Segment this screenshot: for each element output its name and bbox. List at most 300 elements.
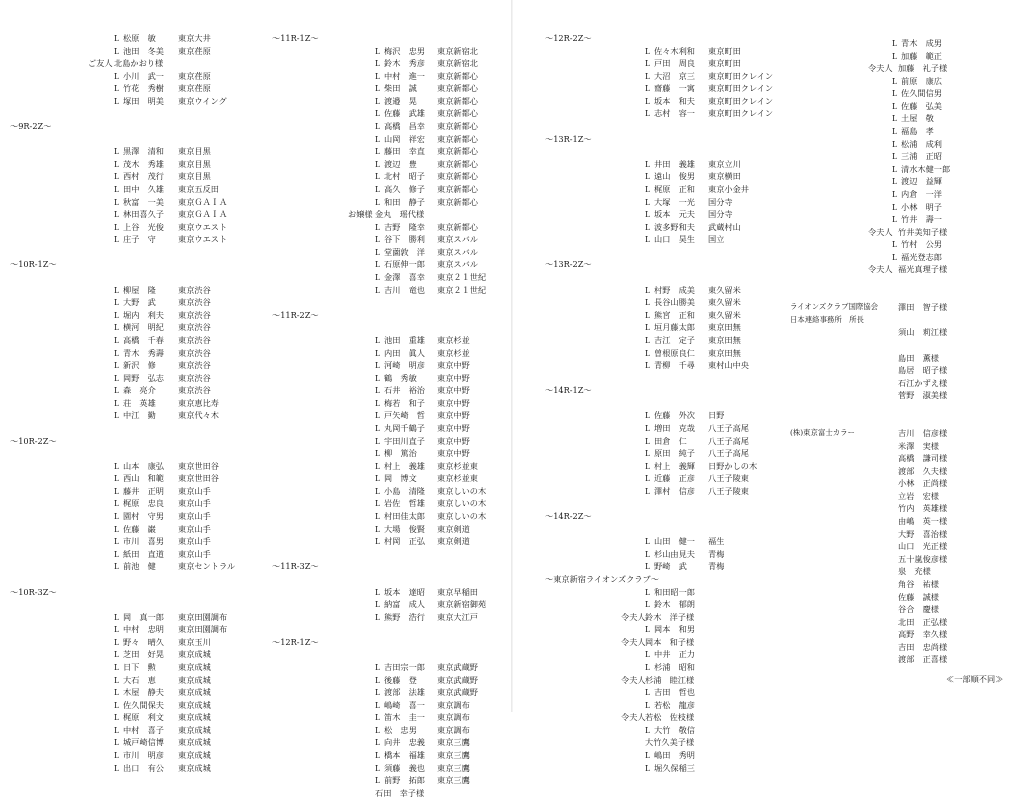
guest-name: 若松 佐枝様 [645, 712, 695, 722]
zone-heading: ～11R-1Z～ [272, 33, 319, 43]
guest-name: 福光真理子様 [898, 264, 948, 274]
member-name: 高久 修子 [384, 184, 425, 194]
lion-mark: L [375, 71, 381, 81]
lion-mark: L [645, 599, 651, 609]
lion-mark: L [892, 126, 898, 136]
member-name: 大竹 敬信 [654, 725, 695, 735]
club-name: 東京中野 [437, 398, 470, 408]
member-entry [272, 285, 512, 295]
member-name: 岡 真一郎 [123, 612, 164, 622]
member-name: 河崎 明彦 [384, 360, 425, 370]
club-name: 東京荏原 [178, 83, 211, 93]
lion-mark: L [114, 33, 120, 43]
member-entry [272, 46, 512, 56]
member-name: 波多野和夫 [654, 222, 695, 232]
member-name: 佐藤 武雄 [384, 108, 425, 118]
lion-mark: L [375, 259, 381, 269]
member-name: 青木 秀壽 [123, 348, 164, 358]
club-name: 東京成城 [178, 763, 211, 773]
member-name: 中村 忠明 [123, 624, 164, 634]
club-name: 東京中野 [437, 448, 470, 458]
club-name: 東京三鷹 [437, 763, 470, 773]
member-entry [272, 197, 512, 207]
club-name: 東京杉並東 [437, 461, 478, 471]
club-name: 東京玉川 [178, 637, 211, 647]
member-name: 上谷 光俊 [123, 222, 164, 232]
lion-mark: L [114, 687, 120, 697]
lion-mark: L [375, 423, 381, 433]
guest-entry [272, 209, 512, 219]
member-name: 柳 篤治 [384, 448, 417, 458]
lion-mark: L [645, 197, 651, 207]
guest-name: 角谷 祐様 [898, 579, 939, 589]
club-name: 東京町田 [708, 46, 741, 56]
member-name: 横河 明紀 [123, 322, 164, 332]
lion-mark: L [375, 234, 381, 244]
lion-mark: L [645, 750, 651, 760]
lion-mark: L [375, 134, 381, 144]
member-name: 戸田 周良 [654, 58, 695, 68]
member-entry [272, 486, 512, 496]
member-entry [10, 675, 250, 685]
member-name: 井田 義雄 [654, 159, 695, 169]
guest-name: 島居 昭子様 [898, 365, 948, 375]
lion-mark: L [114, 486, 120, 496]
member-entry [272, 348, 512, 358]
member-name: 納富 成人 [384, 599, 425, 609]
member-entry [272, 398, 512, 408]
member-entry [545, 750, 785, 760]
member-entry [272, 498, 512, 508]
member-name: 山田 健一 [654, 536, 695, 546]
member-name: 嶋崎 喜一 [384, 700, 425, 710]
member-entry [545, 71, 785, 81]
member-entry [545, 587, 785, 597]
lion-mark: L [375, 410, 381, 420]
member-entry [545, 624, 785, 634]
member-entry [10, 725, 250, 735]
lion-mark: L [645, 448, 651, 458]
lion-mark: L [114, 725, 120, 735]
member-entry [10, 624, 250, 634]
lion-mark: L [375, 536, 381, 546]
member-name: 中井 正力 [654, 649, 695, 659]
member-name: 岡本 和男 [654, 624, 695, 634]
member-entry [790, 214, 1024, 224]
guest-role: 令夫人 [621, 637, 646, 647]
member-name: 長谷山勝美 [654, 297, 695, 307]
lion-mark: L [645, 360, 651, 370]
guest-entry [790, 642, 1024, 652]
zone-heading: ～10R-1Z～ [10, 259, 57, 269]
lion-mark: L [375, 247, 381, 257]
club-name: 東京町田クレイン [708, 83, 774, 93]
member-name: 小林 明子 [901, 202, 942, 212]
guest-name: 石田 幸子様 [375, 788, 425, 798]
member-entry [272, 662, 512, 672]
member-entry [545, 360, 785, 370]
member-name: 高橋 千春 [123, 335, 164, 345]
member-name: 塚田 明美 [123, 96, 164, 106]
member-name: 田倉 仁 [654, 436, 687, 446]
member-entry [10, 712, 250, 722]
club-name: 東京成城 [178, 750, 211, 760]
lion-mark: L [114, 662, 120, 672]
lion-mark: L [645, 410, 651, 420]
footer-note: ≪一部順不同≫ [946, 674, 1004, 684]
member-entry [272, 373, 512, 383]
member-name: 竹村 公男 [901, 239, 942, 249]
member-entry [790, 139, 1024, 149]
member-entry [790, 101, 1024, 111]
member-name: 堀内 利夫 [123, 310, 164, 320]
lion-mark: L [892, 139, 898, 149]
member-entry [545, 473, 785, 483]
club-name: 東京成城 [178, 662, 211, 672]
zone-heading: ～14R-1Z～ [545, 385, 592, 395]
lion-mark: L [375, 285, 381, 295]
lion-mark: L [375, 675, 381, 685]
member-name: 吉江 定子 [654, 335, 695, 345]
member-entry [272, 473, 512, 483]
club-name: 東京成城 [178, 649, 211, 659]
lion-mark: L [375, 184, 381, 194]
member-entry [790, 189, 1024, 199]
member-entry [10, 209, 250, 219]
club-name: 東京新都心 [437, 159, 478, 169]
member-entry [545, 486, 785, 496]
lion-mark: L [645, 335, 651, 345]
guest-name: 渡部 正喜様 [898, 654, 948, 664]
member-entry [272, 511, 512, 521]
org-entry [790, 428, 1024, 438]
club-name: 東京スバル [437, 247, 478, 257]
lion-mark: L [114, 222, 120, 232]
member-name: 柳屋 隆 [123, 285, 156, 295]
club-name: 東京杉並 [437, 348, 470, 358]
member-entry [10, 285, 250, 295]
club-name: 八王子高尾 [708, 436, 749, 446]
member-entry [10, 83, 250, 93]
member-entry [545, 549, 785, 559]
club-name: 八王子陵東 [708, 486, 749, 496]
lion-mark: L [645, 159, 651, 169]
zone-heading: ～12R-2Z～ [545, 33, 592, 43]
member-name: 前原 康広 [901, 76, 942, 86]
guest-entry [545, 612, 785, 622]
member-name: 大塚 一光 [654, 197, 695, 207]
lion-mark: L [645, 234, 651, 244]
guest-name: 谷合 慶様 [898, 604, 939, 614]
lion-mark: L [114, 737, 120, 747]
guest-entry [790, 592, 1024, 602]
member-name: 和田昭一郎 [654, 587, 695, 597]
member-name: 柴田 誠 [384, 83, 417, 93]
member-name: 梶原 忠良 [123, 498, 164, 508]
member-name: 熊宮 正和 [654, 310, 695, 320]
club-name: 東京目黒 [178, 146, 211, 156]
club-name: 東京代々木 [178, 410, 219, 420]
lion-mark: L [114, 197, 120, 207]
guest-entry [790, 617, 1024, 627]
member-name: 竹花 秀樹 [123, 83, 164, 93]
member-entry [545, 310, 785, 320]
member-name: 福島 孝 [901, 126, 934, 136]
member-entry [10, 536, 250, 546]
club-name: 東京渋谷 [178, 310, 211, 320]
club-name: 日野 [708, 410, 725, 420]
member-name: 熊野 浩行 [384, 612, 425, 622]
club-name: 東京小金井 [708, 184, 749, 194]
lion-mark: L [114, 637, 120, 647]
lion-mark: L [375, 222, 381, 232]
guest-entry [790, 378, 1024, 388]
guest-entry [10, 58, 250, 68]
member-entry [272, 423, 512, 433]
lion-mark: L [892, 101, 898, 111]
member-entry [272, 134, 512, 144]
member-name: 梶原 利文 [123, 712, 164, 722]
guest-role: 令夫人 [868, 227, 893, 237]
club-name: 東京新宿北 [437, 46, 478, 56]
guest-name: 吉田 忠尚様 [898, 642, 948, 652]
member-entry [272, 750, 512, 760]
member-entry [272, 687, 512, 697]
member-entry [272, 184, 512, 194]
member-name: 小島 清隆 [384, 486, 425, 496]
lion-mark: L [645, 700, 651, 710]
lion-mark: L [645, 71, 651, 81]
club-name: 武蔵村山 [708, 222, 741, 232]
member-entry [10, 71, 250, 81]
member-name: 加藤 範正 [901, 51, 942, 61]
lion-mark: L [375, 725, 381, 735]
member-name: 村田佳太郎 [384, 511, 425, 521]
club-name: 東京中野 [437, 385, 470, 395]
lion-mark: L [114, 234, 120, 244]
club-name: 東京恵比寿 [178, 398, 219, 408]
member-name: 齋藤 一寓 [654, 83, 695, 93]
lion-mark: L [892, 176, 898, 186]
club-name: 東久留米 [708, 285, 741, 295]
member-entry [10, 310, 250, 320]
lion-mark: L [114, 83, 120, 93]
club-name: 東京大井 [178, 33, 211, 43]
guest-role: 令夫人 [868, 63, 893, 73]
member-name: 若松 龍彦 [654, 700, 695, 710]
member-name: 池田 重雄 [384, 335, 425, 345]
lion-mark: L [375, 436, 381, 446]
member-entry [10, 637, 250, 647]
member-name: 杉浦 昭和 [654, 662, 695, 672]
lion-mark: L [892, 202, 898, 212]
member-entry [272, 775, 512, 785]
club-name: 東京大江戸 [437, 612, 478, 622]
guest-entry [790, 541, 1024, 551]
lion-mark: L [114, 561, 120, 571]
lion-mark: L [892, 239, 898, 249]
member-name: 内倉 一洋 [901, 189, 942, 199]
lion-mark: L [114, 649, 120, 659]
lion-mark: L [114, 310, 120, 320]
member-name: 北村 昭子 [384, 171, 425, 181]
lion-mark: L [645, 348, 651, 358]
club-name: 東京成城 [178, 675, 211, 685]
member-name: 清水木健一郎 [901, 164, 951, 174]
zone-heading: ～11R-2Z～ [272, 310, 319, 320]
club-name: 青梅 [708, 561, 725, 571]
club-name: 東京渋谷 [178, 297, 211, 307]
guest-entry [790, 516, 1024, 526]
lion-mark: L [645, 322, 651, 332]
member-entry [790, 164, 1024, 174]
member-entry [545, 322, 785, 332]
member-name: 和田 静子 [384, 197, 425, 207]
member-name: 澤村 信彦 [654, 486, 695, 496]
club-name: 東京町田クレイン [708, 108, 774, 118]
member-entry [545, 536, 785, 546]
club-name: 東京杉並 [437, 335, 470, 345]
member-name: 前野 拓郎 [384, 775, 425, 785]
member-entry [545, 83, 785, 93]
member-entry [272, 108, 512, 118]
member-name: 石原伸一郎 [384, 259, 425, 269]
member-entry [272, 222, 512, 232]
member-entry [790, 151, 1024, 161]
member-entry [545, 285, 785, 295]
guest-name: 山口 光正様 [898, 541, 948, 551]
lion-mark: L [375, 335, 381, 345]
club-name: 東京横田 [708, 171, 741, 181]
member-entry [272, 448, 512, 458]
lion-mark: L [375, 108, 381, 118]
lion-mark: L [375, 96, 381, 106]
organization-name: ライオンズクラブ国際協会 [790, 302, 879, 311]
club-name: 東京２１世紀 [437, 285, 487, 295]
lion-mark: L [645, 96, 651, 106]
member-entry [272, 763, 512, 773]
member-name: 市川 明彦 [123, 750, 164, 760]
member-entry [272, 612, 512, 622]
member-name: 丸岡千鶴子 [384, 423, 425, 433]
lion-mark: L [375, 763, 381, 773]
club-name: 東京目黒 [178, 171, 211, 181]
member-name: 福光登志郎 [901, 252, 942, 262]
member-entry [10, 96, 250, 106]
guest-entry [545, 737, 785, 747]
club-name: 東京目黒 [178, 159, 211, 169]
guest-entry [790, 566, 1024, 576]
member-entry [272, 599, 512, 609]
member-name: 荘 英雄 [123, 398, 156, 408]
lion-mark: L [114, 373, 120, 383]
member-name: 芝田 好晃 [123, 649, 164, 659]
club-name: 東京渋谷 [178, 360, 211, 370]
member-entry [545, 46, 785, 56]
club-name: 東京成城 [178, 737, 211, 747]
zone-heading: ～12R-1Z～ [272, 637, 319, 647]
lion-mark: L [645, 461, 651, 471]
member-name: 村上 義輝 [654, 461, 695, 471]
member-entry [545, 561, 785, 571]
member-entry [790, 113, 1024, 123]
member-entry [10, 750, 250, 760]
guest-entry [272, 788, 512, 798]
member-entry [272, 171, 512, 181]
guest-entry [545, 675, 785, 685]
member-entry [10, 763, 250, 773]
member-entry [272, 700, 512, 710]
member-name: 青柳 千尋 [654, 360, 695, 370]
member-entry [272, 587, 512, 597]
club-name: 東京ウエスト [178, 222, 228, 232]
lion-mark: L [375, 348, 381, 358]
guest-entry [790, 629, 1024, 639]
lion-mark: L [892, 38, 898, 48]
lion-mark: L [114, 171, 120, 181]
guest-role: 令夫人 [621, 712, 646, 722]
member-name: 堂薗敦 洋 [384, 247, 425, 257]
member-name: 青木 成男 [901, 38, 942, 48]
member-entry [545, 184, 785, 194]
guest-entry [545, 637, 785, 647]
club-name: 東京武蔵野 [437, 687, 478, 697]
lion-mark: L [114, 360, 120, 370]
lion-mark: L [114, 46, 120, 56]
club-name: 東京渋谷 [178, 322, 211, 332]
member-name: 城戸崎信博 [123, 737, 164, 747]
member-name: 岡 博文 [384, 473, 417, 483]
guest-entry [790, 529, 1024, 539]
lion-mark: L [114, 675, 120, 685]
club-name: 東京田園調布 [178, 612, 228, 622]
member-name: 木屋 静夫 [123, 687, 164, 697]
member-entry [10, 662, 250, 672]
club-name: 東京渋谷 [178, 285, 211, 295]
club-heading: ～東京新宿ライオンズクラブ～ [545, 574, 659, 584]
lion-mark: L [645, 725, 651, 735]
lion-mark: L [892, 164, 898, 174]
member-entry [545, 297, 785, 307]
member-name: 笛木 圭一 [384, 712, 425, 722]
club-name: 東京新都心 [437, 171, 478, 181]
member-name: 坂本 和夫 [654, 96, 695, 106]
member-name: 垣月藤太郎 [654, 322, 695, 332]
club-name: 東京２１世紀 [437, 272, 487, 282]
member-name: 岩佐 哲雄 [384, 498, 425, 508]
club-name: 東京新都心 [437, 184, 478, 194]
member-name: 高橋 昌幸 [384, 121, 425, 131]
guest-role: ご友人 [88, 58, 113, 68]
member-name: 林田喜久子 [123, 209, 164, 219]
member-entry [272, 675, 512, 685]
guest-entry [790, 466, 1024, 476]
guest-entry [790, 63, 1024, 73]
member-entry [10, 322, 250, 332]
zone-heading: ～13R-1Z～ [545, 134, 592, 144]
lion-mark: L [375, 775, 381, 785]
lion-mark: L [375, 587, 381, 597]
member-entry [272, 83, 512, 93]
club-name: 東京山手 [178, 511, 211, 521]
club-name: 東京調布 [437, 712, 470, 722]
club-name: 東京セントラル [178, 561, 236, 571]
member-name: 小川 武一 [123, 71, 164, 81]
member-entry [545, 599, 785, 609]
member-entry [10, 297, 250, 307]
member-name: 大沼 京三 [654, 71, 695, 81]
member-entry [10, 461, 250, 471]
